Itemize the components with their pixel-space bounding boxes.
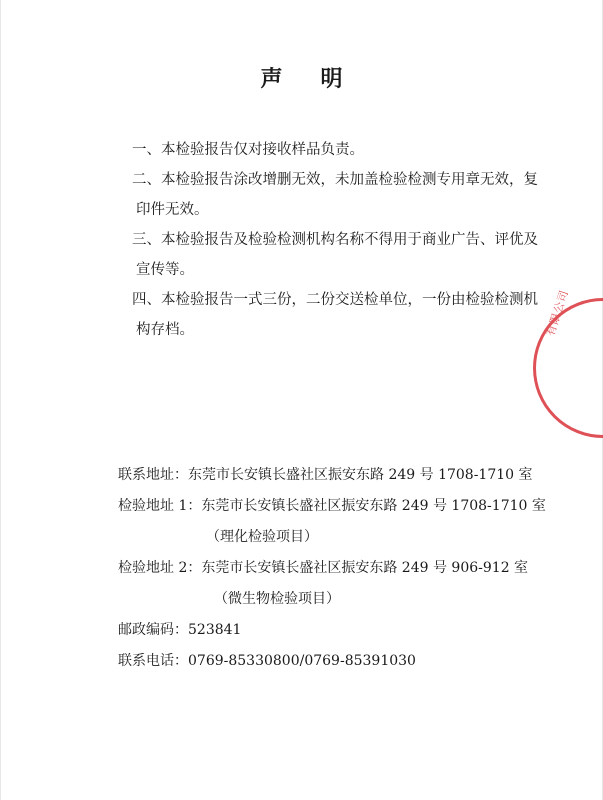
phone-label: 联系电话：	[118, 653, 188, 669]
statement-continuation-3: 宣传等。	[136, 262, 194, 278]
postcode-line	[118, 615, 588, 646]
postcode-label: 邮政编码：	[118, 622, 188, 638]
statement-continuation-4: 构存档。	[136, 322, 194, 338]
statement-text: 本检验报告仅对接收样品负责。	[161, 142, 364, 158]
postcode-value: 523841	[188, 622, 242, 638]
test-address2-line	[118, 553, 588, 584]
statement-continuation-2: 印件无效。	[136, 202, 209, 218]
statement-item-3	[132, 225, 572, 255]
statement-number: 二、	[132, 172, 161, 188]
test-address2-note: （微生物检验项目）	[214, 591, 340, 607]
test-address1-value: 东莞市长安镇长盛社区振安东路 249 号 1708-1710 室	[201, 498, 546, 514]
test-address1-label: 检验地址 1：	[118, 498, 202, 514]
test-address2-value: 东莞市长安镇长盛社区振安东路 249 号 906-912 室	[201, 560, 529, 576]
contact-address-value: 东莞市长安镇长盛社区振安东路 249 号 1708-1710 室	[188, 467, 533, 483]
statement-number: 四、	[132, 292, 161, 308]
test-address1-note: （理化检验项目）	[206, 529, 318, 545]
test-address1-line	[118, 491, 588, 522]
contact-info	[118, 460, 588, 677]
contact-address-label: 联系地址：	[118, 467, 188, 483]
contact-address-line	[118, 460, 588, 491]
stamp-text: 有限公司	[543, 287, 572, 338]
phone-line	[118, 646, 588, 677]
statement-number: 一、	[132, 142, 161, 158]
statement-text: 本检验报告涂改增删无效，未加盖检验检测专用章无效，复	[161, 172, 538, 188]
statement-number: 三、	[132, 232, 161, 248]
test-address2-label: 检验地址 2：	[118, 560, 202, 576]
statement-item-2	[132, 165, 572, 195]
statement-text: 本检验报告一式三份，二份交送检单位，一份由检验检测机	[161, 292, 538, 308]
phone-value: 0769-85330800/0769-85391030	[188, 653, 416, 669]
statement-item-1	[132, 135, 572, 165]
page-title: 声明	[260, 66, 381, 92]
statement-text: 本检验报告及检验检测机构名称不得用于商业广告、评优及	[161, 232, 538, 248]
page-edge-left	[0, 0, 1, 800]
statement-list	[132, 135, 572, 345]
statement-item-4	[132, 285, 572, 315]
